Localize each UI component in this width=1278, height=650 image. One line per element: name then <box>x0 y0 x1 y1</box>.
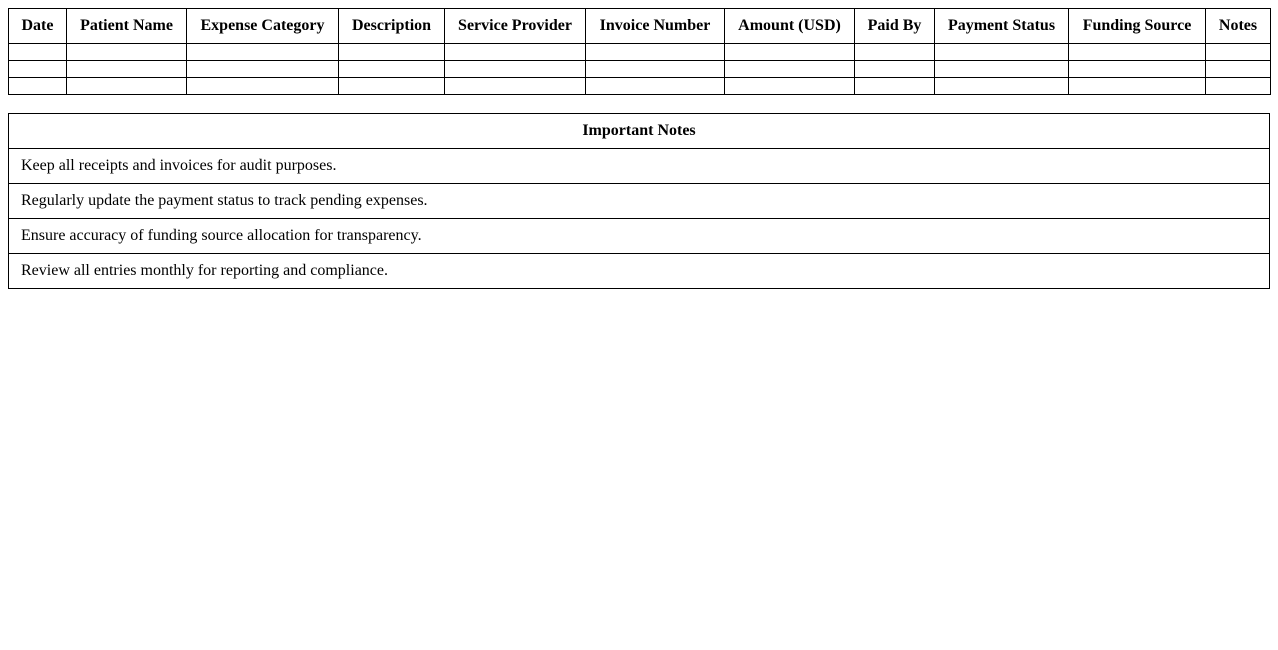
table-row <box>9 61 1271 78</box>
table-cell <box>339 78 445 95</box>
table-cell <box>935 61 1069 78</box>
table-cell <box>855 78 935 95</box>
table-cell <box>586 61 725 78</box>
important-notes-table <box>8 113 1270 289</box>
column-header-patient-name: Patient Name <box>67 9 187 44</box>
note-item: Regularly update the payment status to track pending expenses. <box>9 184 1270 219</box>
table-cell <box>339 44 445 61</box>
column-header-paid-by: Paid By <box>855 9 935 44</box>
table-cell <box>9 78 67 95</box>
table-cell <box>9 61 67 78</box>
column-header-amount: Amount (USD) <box>725 9 855 44</box>
note-row <box>9 254 1270 289</box>
column-header-funding-source: Funding Source <box>1069 9 1206 44</box>
column-header-payment-status: Payment Status <box>935 9 1069 44</box>
note-item: Review all entries monthly for reporting and compliance. <box>9 254 1270 289</box>
table-cell <box>586 44 725 61</box>
table-cell <box>67 44 187 61</box>
table-cell <box>9 44 67 61</box>
table-row <box>9 78 1271 95</box>
table-cell <box>725 78 855 95</box>
column-header-service-provider: Service Provider <box>445 9 586 44</box>
important-notes-title: Important Notes <box>9 114 1270 149</box>
table-cell <box>1069 44 1206 61</box>
table-cell <box>586 78 725 95</box>
table-cell <box>1206 44 1271 61</box>
table-cell <box>187 61 339 78</box>
note-row <box>9 149 1270 184</box>
table-cell <box>1206 78 1271 95</box>
table-row <box>9 44 1271 61</box>
table-cell <box>67 61 187 78</box>
table-cell <box>67 78 187 95</box>
expense-table <box>8 8 1271 95</box>
table-cell <box>445 61 586 78</box>
table-cell <box>935 78 1069 95</box>
page <box>8 8 1270 289</box>
notes-header-row <box>9 114 1270 149</box>
column-header-description: Description <box>339 9 445 44</box>
table-cell <box>725 61 855 78</box>
column-header-date: Date <box>9 9 67 44</box>
column-header-notes: Notes <box>1206 9 1271 44</box>
table-cell <box>935 44 1069 61</box>
note-item: Keep all receipts and invoices for audit purposes. <box>9 149 1270 184</box>
table-cell <box>1206 61 1271 78</box>
table-cell <box>339 61 445 78</box>
table-cell <box>855 44 935 61</box>
note-row <box>9 184 1270 219</box>
expense-table-header-row <box>9 9 1271 44</box>
note-item: Ensure accuracy of funding source allocation for transparency. <box>9 219 1270 254</box>
table-cell <box>725 44 855 61</box>
table-cell <box>1069 61 1206 78</box>
column-header-expense-category: Expense Category <box>187 9 339 44</box>
table-cell <box>187 78 339 95</box>
table-cell <box>187 44 339 61</box>
table-cell <box>855 61 935 78</box>
table-cell <box>445 78 586 95</box>
note-row <box>9 219 1270 254</box>
column-header-invoice-number: Invoice Number <box>586 9 725 44</box>
table-cell <box>1069 78 1206 95</box>
table-cell <box>445 44 586 61</box>
